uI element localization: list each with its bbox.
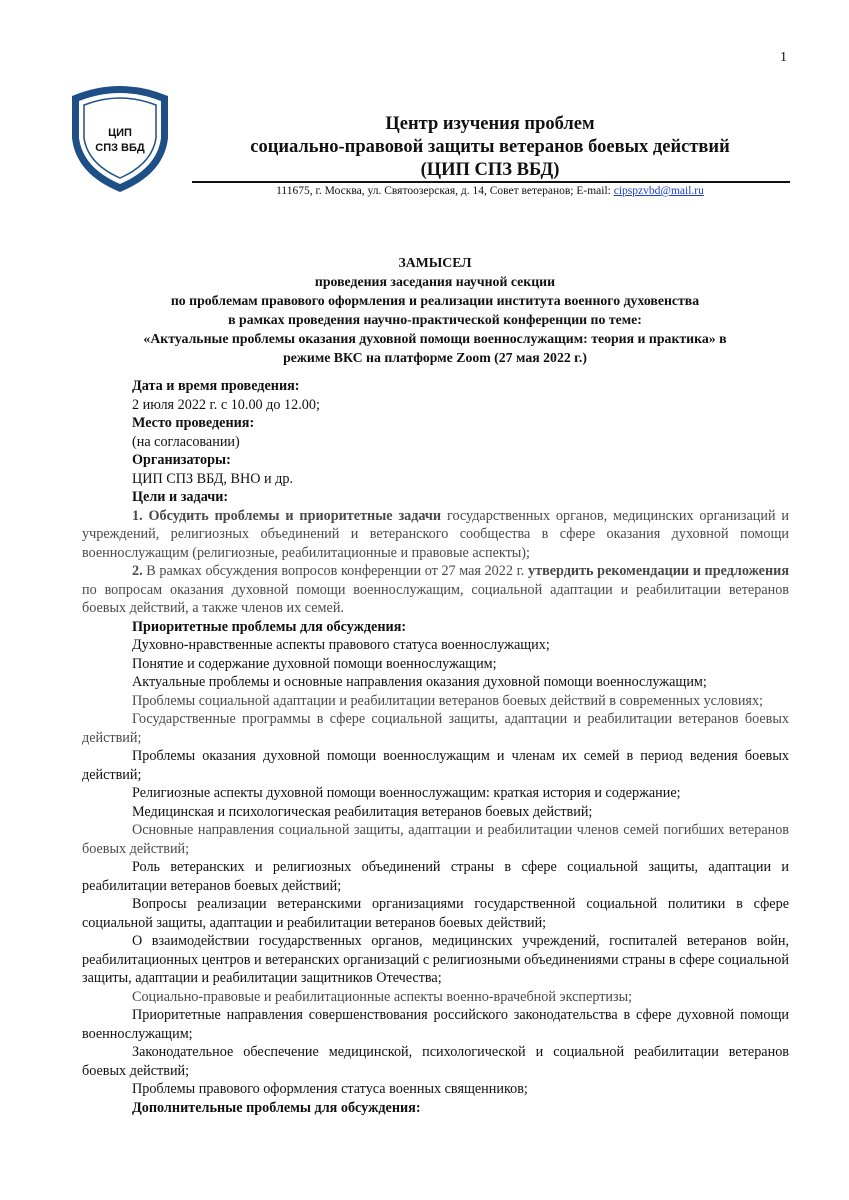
- goal-item-1: [82, 507, 789, 563]
- goal-item-2: [82, 562, 789, 618]
- problem-item-4: Проблемы социальной адаптации и реабилитации ветеранов боевых действий в современных условиях;: [132, 692, 763, 709]
- problem-item-12: О взаимодействии государственных органов, медицинских учреждений, госпиталей ветеранов войн, реабилитационных центров и ветеранских организаций с религиозными объединениями страны в сфере социальной защиты, адаптации и реабилитации защитников Отечества;: [82, 933, 789, 986]
- address-line: [190, 185, 790, 197]
- header-line1: проведения заседания научной секции: [314, 274, 556, 289]
- org-line1: Центр изучения проблем: [385, 114, 595, 134]
- document-title: ЗАМЫСЕЛ: [398, 255, 472, 270]
- priority-label: Приоритетные проблемы для обсуждения:: [132, 618, 407, 635]
- problem-item-16: Проблемы правового оформления статуса военных священников;: [132, 1081, 528, 1097]
- document-body: [82, 377, 789, 1117]
- date-value: 2 июля 2022 г. с 10.00 до 12.00;: [132, 396, 320, 413]
- header-divider: [192, 181, 790, 183]
- problem-item-15: Законодательное обеспечение медицинской, психологической и социальной реабилитации ветеранов боевых действий;: [82, 1044, 789, 1079]
- goal-2-text-b: по вопросам оказания духовной помощи военнослужащим, социальной адаптации и реабилитации ветеранов боевых действий, а также членов их семей.: [82, 581, 789, 616]
- organizers-label: Организаторы:: [132, 452, 231, 468]
- page-number: 1: [780, 50, 787, 65]
- header-line2: по проблемам правового оформления и реализации института военного духовенства: [170, 293, 700, 308]
- goal-2-number: 2.: [132, 563, 147, 579]
- org-line2: социально-правовой защиты ветеранов боевых действий: [250, 137, 730, 157]
- goals-label: Цели и задачи:: [132, 489, 229, 505]
- document-header: [80, 253, 790, 367]
- problem-item-8: Медицинская и психологическая реабилитация ветеранов боевых действий;: [132, 803, 593, 820]
- organizers-value: ЦИП СПЗ ВБД, ВНО и др.: [132, 470, 293, 487]
- problem-item-3: Актуальные проблемы и основные направления оказания духовной помощи военнослужащим;: [132, 674, 707, 690]
- problem-item-14: Приоритетные направления совершенствования российского законодательства в сфере духовной помощи военнослужащим;: [82, 1007, 789, 1042]
- problem-item-13: Социально-правовые и реабилитационные аспекты военно-врачебной экспертизы;: [132, 988, 633, 1005]
- place-label: Место проведения:: [132, 415, 255, 431]
- org-line3: (ЦИП СПЗ ВБД): [420, 160, 560, 180]
- organization-name: [190, 113, 790, 182]
- header-line4: «Актуальные проблемы оказания духовной помощи военнослужащим: теория и практика» в: [143, 331, 727, 346]
- goal-2-text-a: В рамках обсуждения вопросов конференции от 27 мая 2022 г.: [146, 563, 528, 579]
- header-line3: в рамках проведения научно-практической конференции по теме:: [228, 312, 642, 327]
- additional-label: Дополнительные проблемы для обсуждения:: [132, 1099, 421, 1116]
- problem-item-5: Государственные программы в сфере социальной защиты, адаптации и реабилитации ветеранов боевых действий;: [82, 711, 789, 746]
- logo-text-line1: ЦИП: [108, 127, 132, 139]
- header-line5: режиме ВКС на платформе Zoom (27 мая 2022 г.): [283, 350, 587, 365]
- goal-1-text: государственных органов, медицинских организаций и учреждений, религиозных объединений и ветеранского сообщества в сфере оказания духовной помощи военнослужащим (религиозные, реабилитационные и правовые аспекты);: [82, 507, 790, 561]
- goal-2-bold: утвердить рекомендации и предложения: [528, 563, 790, 579]
- logo-text-line2: СПЗ ВБД: [95, 142, 145, 154]
- place-value: (на согласовании): [132, 433, 240, 450]
- shield-logo: [68, 82, 172, 194]
- email-link[interactable]: cipspzvbd@mail.ru: [613, 185, 704, 197]
- problem-item-11: Вопросы реализации ветеранскими организациями государственной социальной политики в сфере социальной защиты, адаптации и реабилитации ветеранов боевых действий;: [82, 896, 789, 931]
- address-text: 111675, г. Москва, ул. Святоозерская, д. 14, Совет ветеранов; E-mail:: [276, 185, 614, 197]
- goal-1-bold: Обсудить проблемы и приоритетные задачи: [148, 507, 442, 524]
- problem-item-10: Роль ветеранских и религиозных объединений страны в сфере социальной защиты, адаптации и реабилитации ветеранов боевых действий;: [82, 859, 789, 894]
- problem-item-2: Понятие и содержание духовной помощи военнослужащим;: [132, 655, 497, 672]
- problem-item-7: Религиозные аспекты духовной помощи военнослужащим: краткая история и содержание;: [132, 785, 681, 801]
- problem-item-6: Проблемы оказания духовной помощи военнослужащим и членам их семей в период ведения боевых действий;: [82, 748, 789, 783]
- goal-1-number: 1.: [132, 507, 149, 524]
- problem-item-9: Основные направления социальной защиты, адаптации и реабилитации членов семей погибших ветеранов боевых действий;: [82, 822, 789, 857]
- date-label: Дата и время проведения:: [132, 378, 300, 394]
- problem-item-1: Духовно-нравственные аспекты правового статуса военнослужащих;: [132, 637, 550, 653]
